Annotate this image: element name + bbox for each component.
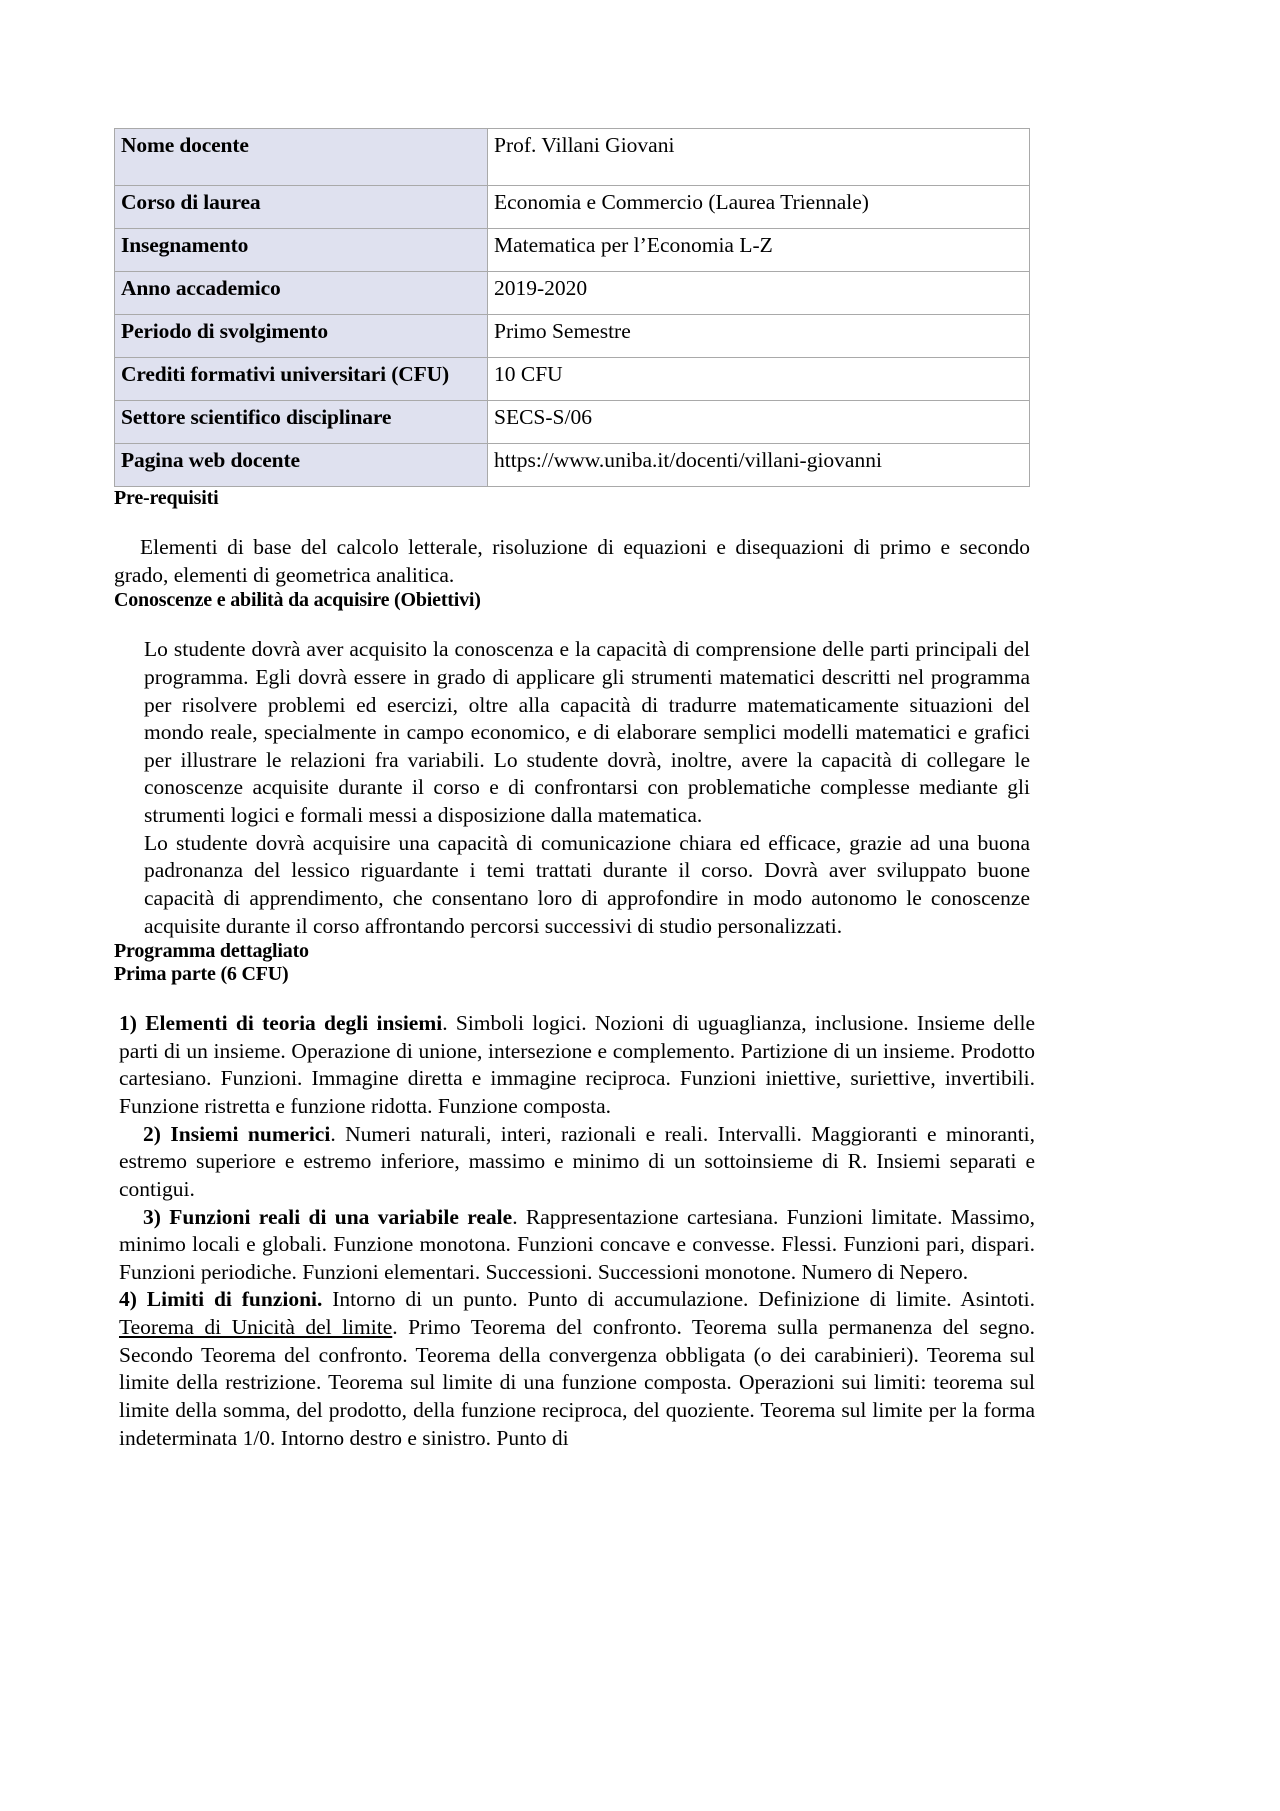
table-row [115,229,1030,272]
heading-programma-dettagliato: Programma dettagliato [114,940,309,963]
program-item-1-title: Elementi di teoria degli insiemi [145,1011,443,1036]
row-value-pagina-web-docente: https://www.uniba.it/docenti/villani-giovanni [488,444,1030,487]
heading-prerequisiti: Pre-requisiti [114,487,219,509]
row-value-corso-di-laurea: Economia e Commercio (Laurea Triennale) [488,186,1030,229]
program-item-4 [119,1286,1035,1452]
course-info-table-body [115,129,1030,487]
row-label-settore-scientifico: Settore scientifico disciplinare [115,401,488,444]
paragraph-prerequisiti: Elementi di base del calcolo letterale, risoluzione di equazioni e disequazioni di primo e secondo grado, elementi di geometrica analitica. [114,535,1030,587]
row-value-cfu: 10 CFU [488,358,1030,401]
table-row [115,401,1030,444]
program-item-3-title: Funzioni reali di una variabile reale [169,1204,513,1229]
row-label-pagina-web-docente: Pagina web docente [115,444,488,487]
program-item-1 [119,1010,1035,1121]
row-value-settore-scientifico: SECS-S/06 [488,401,1030,444]
table-row [115,186,1030,229]
program-item-1-body: . Simboli logici. Nozioni di uguaglianza, inclusione. Insieme delle parti di un insieme. Operazione di unione, intersezione e complemento. Partizione di un insieme. Prodotto cartesiano. Funzioni. Immagine diretta e immagine reciproca. Funzioni iniettive, suriettive, invertibili. Funzione ristretta e funzione ridotta. Funzione composta. [119,1011,1035,1118]
program-item-4-body-before: Intorno di un punto. Punto di accumulazione. Definizione di limite. Asintoti. [322,1287,1035,1312]
paragraph-obiettivi-1: Lo studente dovrà aver acquisito la conoscenza e la capacità di comprensione delle parti principali del programma. Egli dovrà essere in grado di applicare gli strumenti matematici descritti nel programma per risolvere problemi ed esercizi, oltre alla capacità di tradurre matematicamente situazioni del mondo reale, specialmente in campo economico, e di elaborare semplici modelli matematici e grafici per illustrare le relazioni fra variabili. Lo studente dovrà, inoltre, avere la capacità di collegare le conoscenze acquisite durante il corso e di confrontarsi con problematiche complesse mediante gli strumenti logici e formali messi a disposizione dalla matematica. [144,637,1030,827]
program-item-4-body-after: . Primo Teorema del confronto. Teorema sulla permanenza del segno. Secondo Teorema del confronto. Teorema della convergenza obbligata (o dei carabinieri). Teorema sul limite della restrizione. Teorema sul limite di una funzione composta. Operazioni sui limiti: teorema sul limite della somma, del prodotto, della funzione reciproca, del quoziente. Teorema sul limite per la forma indeterminata 1/0. Intorno destro e sinistro. Punto di [119,1315,1035,1450]
heading-obiettivi: Conoscenze e abilità da acquisire (Obiettivi) [114,589,481,612]
row-value-anno-accademico: 2019-2020 [488,272,1030,315]
course-info-table [114,128,1030,487]
table-row [115,315,1030,358]
row-label-nome-docente: Nome docente [115,129,488,186]
row-label-corso-di-laurea: Corso di laurea [115,186,488,229]
program-item-2-body: . Numeri naturali, interi, razionali e reali. Intervalli. Maggioranti e minoranti, estremo superiore e estremo inferiore, massimo e minimo di un sottoinsieme di R. Insiemi separati e contigui. [119,1121,1035,1201]
program-item-2-title: Insiemi numerici [170,1121,331,1146]
program-item-3-number: 3) [143,1204,161,1229]
table-row [115,272,1030,315]
program-item-2 [119,1121,1035,1204]
table-row [115,129,1030,186]
row-label-anno-accademico: Anno accademico [115,272,488,315]
row-value-insegnamento: Matematica per l’Economia L-Z [488,229,1030,272]
row-value-nome-docente: Prof. Villani Giovani [488,129,1030,186]
program-item-4-underlined-theorem: Teorema di Unicità del limite [119,1315,393,1339]
table-row [115,444,1030,487]
program-item-4-title: Limiti di funzioni. [146,1287,323,1312]
row-value-periodo-di-svolgimento: Primo Semestre [488,315,1030,358]
row-label-cfu: Crediti formativi universitari (CFU) [115,358,488,401]
row-label-insegnamento: Insegnamento [115,229,488,272]
heading-prima-parte: Prima parte (6 CFU) [114,963,289,986]
program-item-4-number: 4) [119,1287,137,1312]
program-item-2-number: 2) [143,1121,161,1146]
program-item-3-body: . Rappresentazione cartesiana. Funzioni limitate. Massimo, minimo locali e globali. Funzione monotona. Funzioni concave e convesse. Flessi. Funzioni pari, dispari. Funzioni periodiche. Funzioni elementari. Successioni. Successioni monotone. Numero di Nepero. [119,1204,1035,1284]
obiettivi-body [144,636,1030,940]
programma-items [119,1010,1035,1452]
row-label-periodo-di-svolgimento: Periodo di svolgimento [115,315,488,358]
program-item-1-number: 1) [119,1011,137,1036]
paragraph-obiettivi-2: Lo studente dovrà acquisire una capacità di comunicazione chiara ed efficace, grazie ad una buona padronanza del lessico riguardante i temi trattati durante il corso. Dovrà aver sviluppato buone capacità di apprendimento, che consentano loro di approfondire in modo autonomo le conoscenze acquisite durante il corso affrontando percorsi successivi di studio personalizzati. [144,830,1030,938]
table-row [115,358,1030,401]
program-item-3 [119,1204,1035,1287]
